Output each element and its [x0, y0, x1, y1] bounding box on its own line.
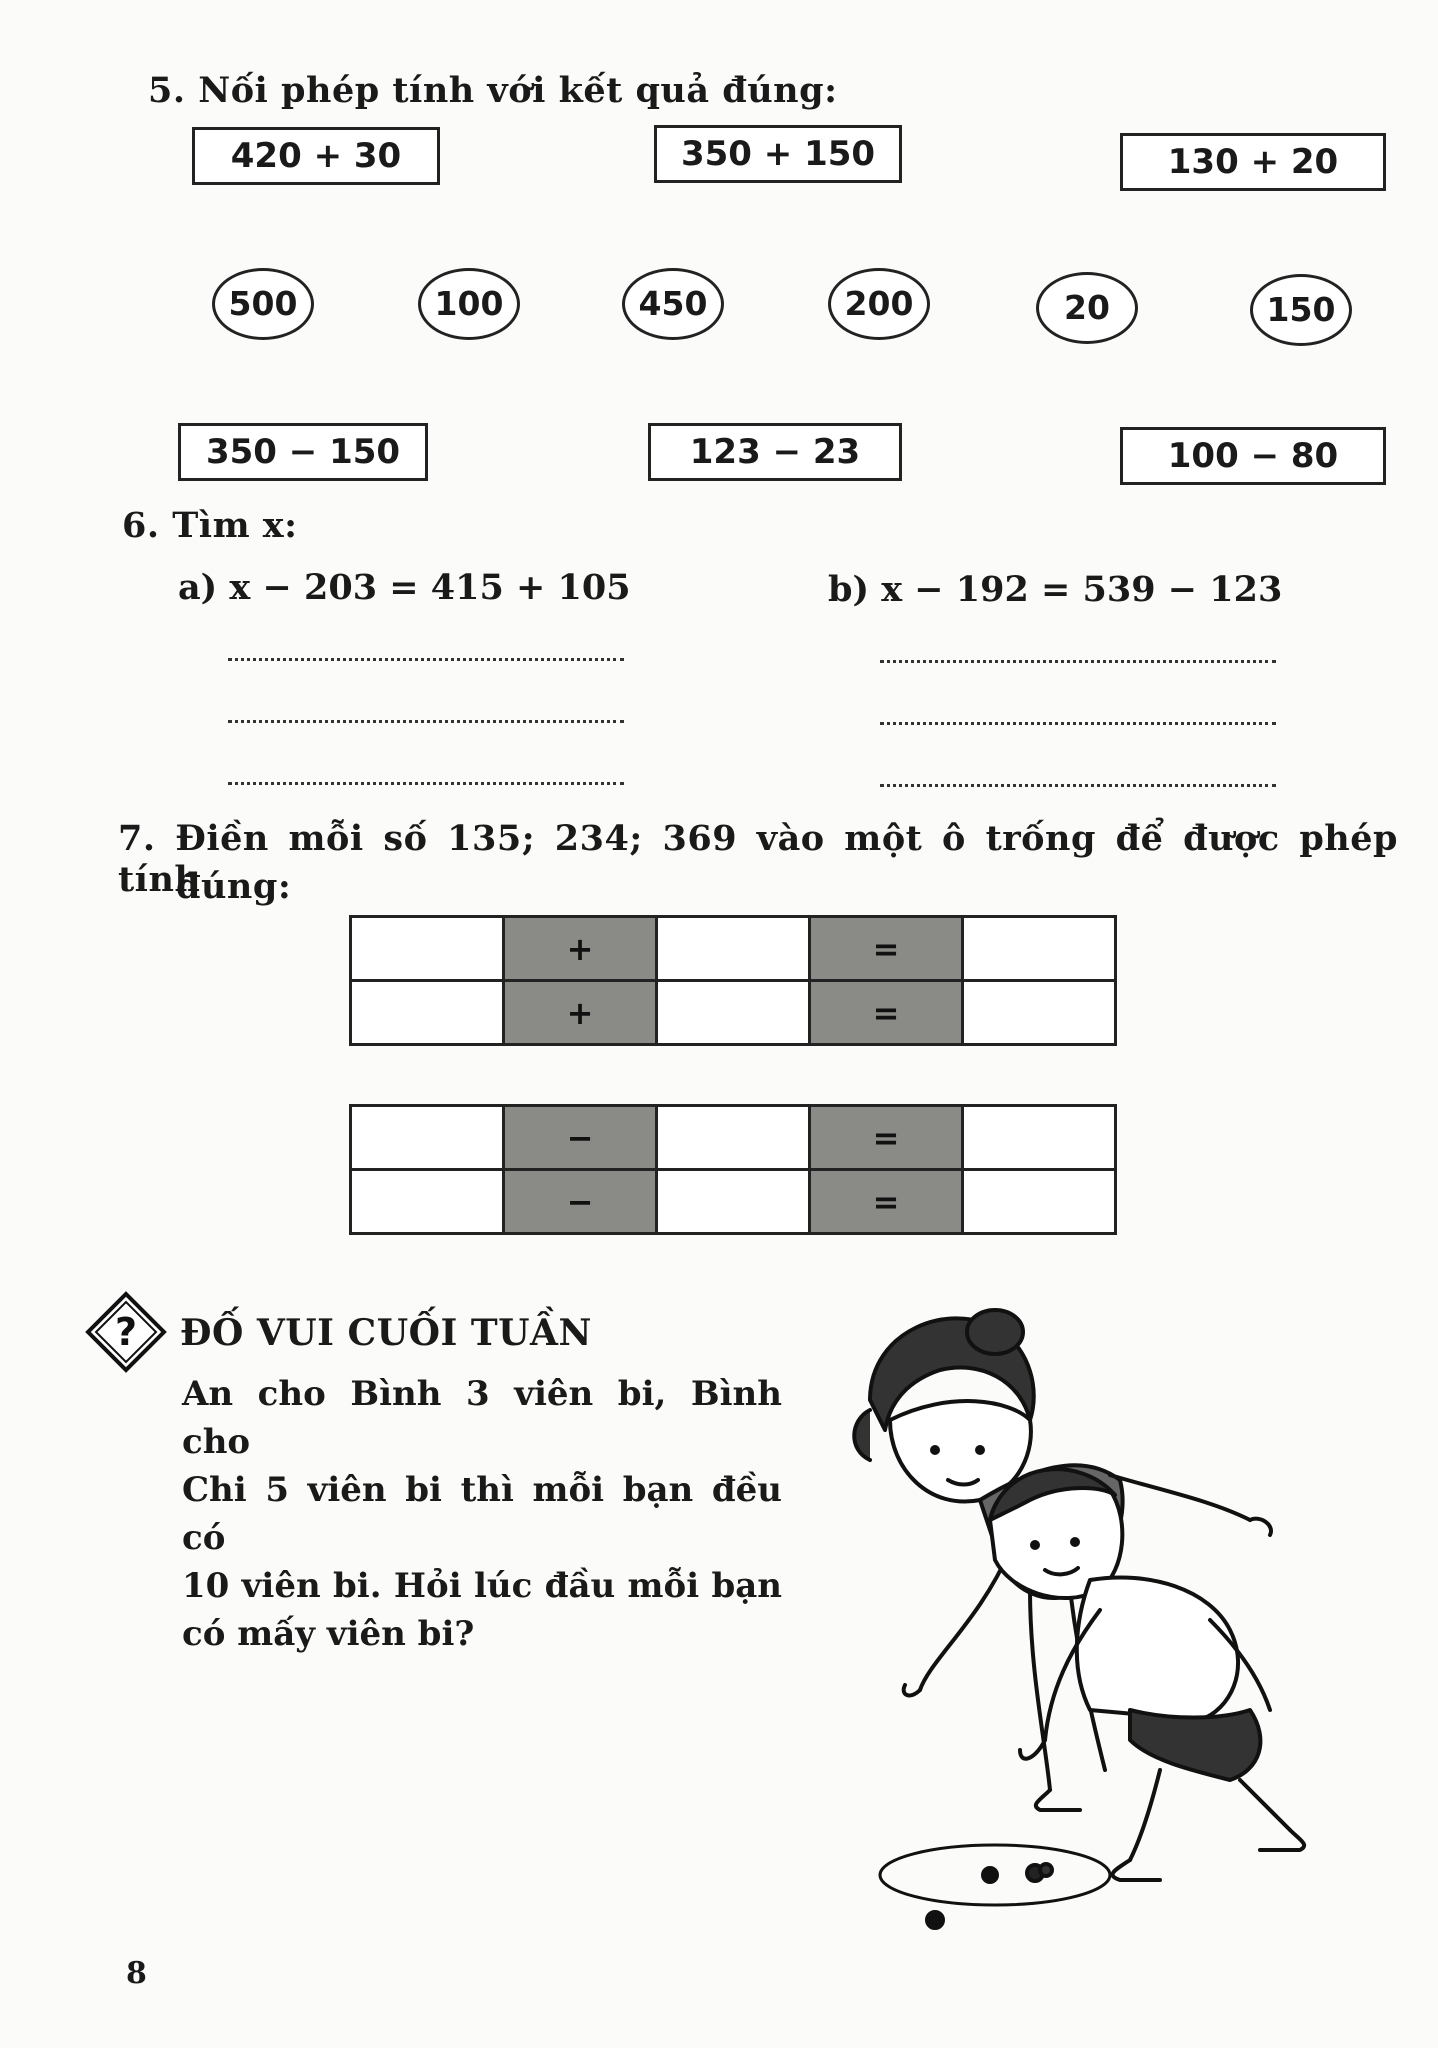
result-oval-1[interactable]: 500 [212, 268, 314, 340]
minus-sign-cell: − [504, 1170, 657, 1234]
addition-blank-cell[interactable] [657, 917, 810, 981]
addition-result-cell[interactable] [963, 917, 1116, 981]
answer-line-a-2[interactable] [228, 720, 624, 723]
expr-box-top-1[interactable]: 420 + 30 [192, 127, 440, 185]
addition-grid [349, 915, 1117, 1046]
expr-box-bottom-2[interactable]: 123 − 23 [648, 423, 902, 481]
addition-result-cell[interactable] [963, 981, 1116, 1045]
result-oval-3[interactable]: 450 [622, 268, 724, 340]
answer-line-a-1[interactable] [228, 658, 624, 661]
subtraction-row-2 [351, 1170, 1116, 1234]
puzzle-line-2: Chi 5 viên bi thì mỗi bạn đều có [182, 1470, 782, 1558]
equals-sign-cell: = [810, 1106, 963, 1170]
plus-sign-cell: + [504, 981, 657, 1045]
plus-sign-cell: + [504, 917, 657, 981]
q6-equation-b: b) x − 192 = 539 − 123 [828, 569, 1283, 610]
subtraction-blank-cell[interactable] [657, 1170, 810, 1234]
addition-blank-cell[interactable] [351, 981, 504, 1045]
result-oval-6[interactable]: 150 [1250, 274, 1352, 346]
subtraction-grid [349, 1104, 1117, 1235]
answer-line-b-1[interactable] [880, 660, 1276, 663]
addition-blank-cell[interactable] [657, 981, 810, 1045]
result-oval-5[interactable]: 20 [1036, 272, 1138, 344]
expr-box-bottom-3[interactable]: 100 − 80 [1120, 427, 1386, 485]
addition-blank-cell[interactable] [351, 917, 504, 981]
puzzle-line-1: An cho Bình 3 viên bi, Bình cho [182, 1374, 782, 1462]
subtraction-blank-cell[interactable] [351, 1170, 504, 1234]
q6-equation-a: a) x − 203 = 415 + 105 [178, 567, 631, 608]
children-marbles-illustration [830, 1290, 1390, 1930]
q7-title-line1: 7. Điền mỗi số 135; 234; 369 vào một ô trống để được phép tính [118, 818, 1398, 900]
equals-sign-cell: = [810, 1170, 963, 1234]
subtraction-result-cell[interactable] [963, 1170, 1116, 1234]
svg-text:?: ? [114, 1310, 138, 1354]
equals-sign-cell: = [810, 981, 963, 1045]
result-oval-2[interactable]: 100 [418, 268, 520, 340]
addition-row-1 [351, 917, 1116, 981]
subtraction-blank-cell[interactable] [657, 1106, 810, 1170]
puzzle-title: ĐỐ VUI CUỐI TUẦN [180, 1312, 592, 1354]
question-badge-icon [84, 1290, 168, 1374]
page-number: 8 [126, 1956, 147, 1991]
subtraction-blank-cell[interactable] [351, 1106, 504, 1170]
expr-box-bottom-1[interactable]: 350 − 150 [178, 423, 428, 481]
answer-line-a-3[interactable] [228, 782, 624, 785]
puzzle-text [182, 1370, 782, 1658]
q7-title-line2: đúng: [176, 866, 292, 907]
expr-box-top-2[interactable]: 350 + 150 [654, 125, 902, 183]
equals-sign-cell: = [810, 917, 963, 981]
answer-line-b-3[interactable] [880, 784, 1276, 787]
minus-sign-cell: − [504, 1106, 657, 1170]
q5-title: 5. Nối phép tính với kết quả đúng: [148, 70, 838, 111]
subtraction-result-cell[interactable] [963, 1106, 1116, 1170]
q6-title: 6. Tìm x: [122, 505, 298, 546]
expr-box-top-3[interactable]: 130 + 20 [1120, 133, 1386, 191]
addition-row-2 [351, 981, 1116, 1045]
puzzle-line-3: 10 viên bi. Hỏi lúc đầu mỗi bạn [182, 1566, 782, 1606]
answer-line-b-2[interactable] [880, 722, 1276, 725]
puzzle-line-4: có mấy viên bi? [182, 1614, 475, 1654]
result-oval-4[interactable]: 200 [828, 268, 930, 340]
subtraction-row-1 [351, 1106, 1116, 1170]
